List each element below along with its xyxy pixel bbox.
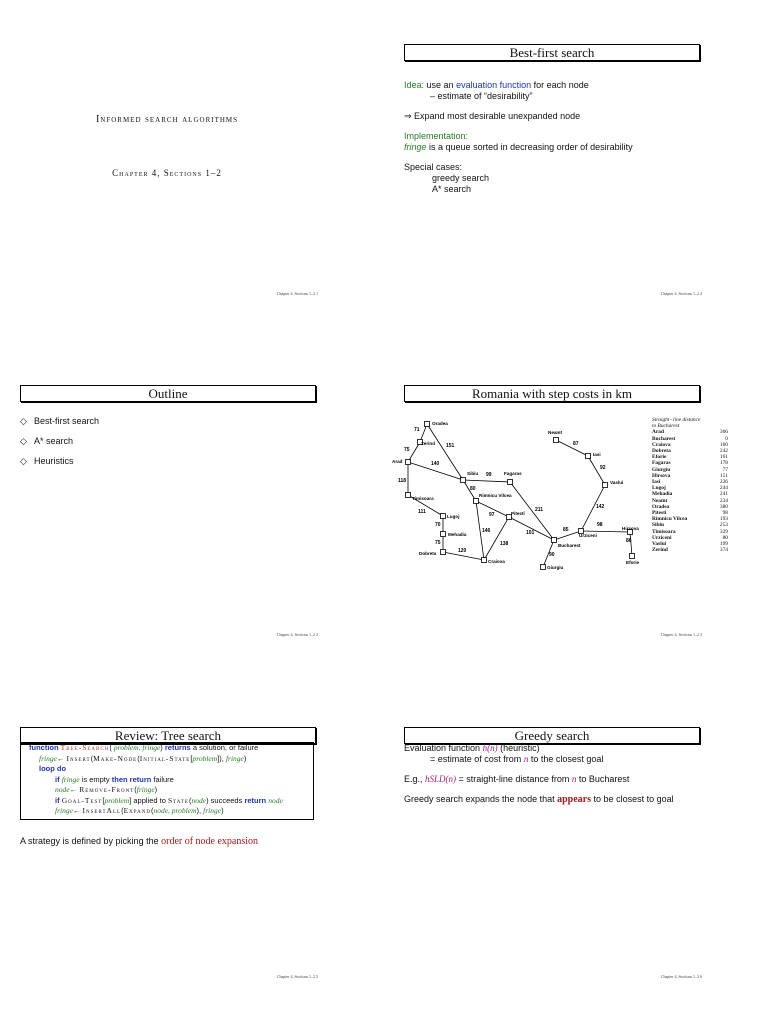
sld-distance: 193 xyxy=(719,516,728,523)
slide-body xyxy=(404,743,724,814)
sld-distance: 161 xyxy=(719,454,728,461)
city-label: Rimnicu Vilcea xyxy=(479,493,512,498)
city-label: Pitesti xyxy=(511,511,525,516)
cost-label: 86 xyxy=(626,538,632,544)
sld-distance: 234 xyxy=(719,497,728,504)
sld-distance: 366 xyxy=(719,429,728,436)
city-label: Vaslui xyxy=(610,480,624,485)
greedy-line: Greedy search expands the node that appears to be closest to goal xyxy=(404,794,674,805)
slide-outline xyxy=(0,341,384,682)
sld-distance: 241 xyxy=(719,491,728,498)
sld-city: Eforie xyxy=(652,454,667,461)
city-label: Hirsova xyxy=(622,526,639,531)
cost-label: 118 xyxy=(398,478,407,484)
code-line: fringe← InsertAll(Expand(node, problem), fringe) xyxy=(55,806,224,815)
slide-tree-search xyxy=(0,683,384,1024)
sld-distance: 253 xyxy=(719,522,728,529)
sld-distance: 178 xyxy=(719,460,728,467)
slide-greedy xyxy=(384,683,768,1024)
sld-distance: 160 xyxy=(719,441,728,448)
city-label: Timisoara xyxy=(412,496,434,501)
diamond-icon: ◇ xyxy=(20,416,27,426)
deck-subtitle: Chapter 4, Sections 1–2 xyxy=(112,168,222,178)
implementation: Implementation: fringe is a queue sorted in decreasing order of desirability xyxy=(404,131,633,152)
city-label: Oradea xyxy=(432,421,448,426)
slide-footer: Chapter 4, Sections 1–2 6 xyxy=(660,974,702,979)
expand-line: ⇒ Expand most desirable unexpanded node xyxy=(404,111,581,121)
slide-heading: Best-first search xyxy=(404,44,700,61)
example-line: E.g., hSLD(n) = straight-line distance from n to Bucharest xyxy=(404,774,630,784)
sld-city: Fagaras xyxy=(652,460,671,467)
cost-label: 111 xyxy=(418,509,426,515)
sld-city: Arad xyxy=(652,429,664,436)
city-label: Sibiu xyxy=(467,471,479,476)
city-label: Bucharest xyxy=(558,543,581,548)
code-line: function Tree-Search( problem, fringe) returns a solution, or failure xyxy=(29,743,259,752)
sld-city: Oradea xyxy=(652,503,670,510)
list-item: ◇ Heuristics xyxy=(20,451,99,471)
sld-city: Neamt xyxy=(652,497,668,504)
sld-city: Vaslui xyxy=(652,541,667,548)
cost-label: 75 xyxy=(435,540,441,546)
code-line: if fringe is empty then return failure xyxy=(55,774,174,784)
city-label: Giurgiu xyxy=(547,565,564,570)
slide-heading: Review: Tree search xyxy=(20,727,316,744)
cost-label: 120 xyxy=(458,548,467,554)
slide-footer: Chapter 4, Sections 1–2 2 xyxy=(276,632,318,637)
sld-city: Timisoara xyxy=(652,528,676,535)
slide-romania xyxy=(384,341,768,682)
deck-title: Informed search algorithms xyxy=(95,114,239,125)
slide-heading: Outline xyxy=(20,385,316,402)
code-line: if Goal-Test[problem] applied to State(node) succeeds return node xyxy=(55,795,283,805)
cost-label: 75 xyxy=(404,447,410,453)
sld-city: Dobreta xyxy=(652,448,671,455)
city-label: Neamt xyxy=(548,430,563,435)
eval-line: Evaluation function h(n) (heuristic) = estimate of cost from n to the closest goal xyxy=(404,743,604,764)
sld-city: Mehadia xyxy=(652,491,673,498)
code-line: node← Remove-Front(fringe) xyxy=(55,785,158,794)
cost-label: 87 xyxy=(573,441,579,447)
sld-distance: 98 xyxy=(722,510,728,517)
sld-city: Lugoj xyxy=(652,485,666,492)
slide-heading: Romania with step costs in km xyxy=(404,385,700,402)
city-label: Iasi xyxy=(593,452,601,457)
sld-city: Giurgiu xyxy=(652,466,671,473)
sld-row xyxy=(652,547,728,553)
sld-distance: 242 xyxy=(719,448,728,455)
city-label: Dobreta xyxy=(419,551,437,556)
slide-footer: Chapter 4, Sections 1–2 4 xyxy=(660,291,702,296)
slide-heading: Greedy search xyxy=(404,727,700,744)
sld-distance: 0 xyxy=(725,435,728,442)
cost-label: 85 xyxy=(563,527,569,533)
sld-distance: 80 xyxy=(722,534,728,541)
slide-title xyxy=(0,0,384,341)
cost-label: 80 xyxy=(470,486,476,492)
cost-label: 101 xyxy=(526,530,535,536)
outline-list xyxy=(20,411,99,471)
cost-label: 142 xyxy=(596,504,605,510)
diamond-icon: ◇ xyxy=(20,436,27,446)
sld-city: Iasi xyxy=(652,479,661,486)
list-item: ◇ Best-first search xyxy=(20,411,99,431)
sld-city: Pitesti xyxy=(652,510,667,517)
slide-footer: Chapter 4, Sections 1–2 5 xyxy=(276,974,318,979)
sld-city: Rimnicu Vilcea xyxy=(652,516,688,523)
city-label: Craiova xyxy=(488,559,505,564)
city-label: Fagaras xyxy=(504,471,522,476)
cost-label: 97 xyxy=(489,512,495,518)
cost-label: 99 xyxy=(486,472,492,478)
straight-line-table: Straight−line distance to Bucharest Arad 366 Bucharest 0 Craiova 160 Dobreta 242 Eforie 161 Fagaras 178 Giurgiu 77 Hirsova 151 Iasi 226 Lugoj 244 Mehadia 241 Neamt 234 Oradea 380 Pitesti 98 Rimnicu Vilcea 193 Sibiu 253 Timisoara 329 Urziceni 80 Vaslui 199 Zerind 374 xyxy=(652,417,728,554)
sld-city: Bucharest xyxy=(652,435,676,442)
code-line: fringe← Insert(Make-Node(Initial-State[problem]), fringe) xyxy=(39,753,247,763)
city-label: Arad xyxy=(392,459,403,464)
city-label: Eforie xyxy=(626,560,640,565)
special-cases: Special cases: greedy search A* search xyxy=(404,162,490,194)
diamond-icon: ◇ xyxy=(20,456,27,466)
sld-city: Craiova xyxy=(652,441,671,448)
city-label: Urziceni xyxy=(579,533,597,538)
cost-label: 98 xyxy=(597,522,603,528)
sld-distance: 374 xyxy=(719,547,728,554)
sld-city: Hirsova xyxy=(652,472,671,479)
cost-label: 71 xyxy=(414,427,420,433)
sld-distance: 380 xyxy=(719,503,728,510)
slide-body xyxy=(404,80,724,204)
sld-city: Sibiu xyxy=(652,522,664,529)
cost-label: 146 xyxy=(482,528,491,534)
cost-label: 140 xyxy=(431,461,440,467)
sld-distance: 151 xyxy=(719,472,728,479)
code-line: loop do xyxy=(39,764,67,773)
city-label: Mehadia xyxy=(448,532,467,537)
idea-line: Idea: use an evaluation function for each node – estimate of “desirability” xyxy=(404,80,589,101)
sld-city: Urziceni xyxy=(652,534,672,541)
cost-label: 92 xyxy=(600,465,606,471)
sld-city: Zerind xyxy=(652,547,668,554)
sld-distance: 329 xyxy=(719,528,728,535)
slide-footer: Chapter 4, Sections 1–2 3 xyxy=(660,632,702,637)
list-item: ◇ A* search xyxy=(20,431,99,451)
sld-rows xyxy=(652,429,728,553)
cost-label: 151 xyxy=(446,443,455,449)
strategy-line: A strategy is defined by picking the order of node expansion xyxy=(20,836,259,847)
cost-label: 138 xyxy=(500,541,509,547)
city-label: Lugoj xyxy=(447,514,460,519)
slide-footer: Chapter 4, Sections 1–2 1 xyxy=(276,291,318,296)
city-label: Zerind xyxy=(421,441,436,446)
cost-label: 211 xyxy=(535,507,544,513)
pseudocode-box xyxy=(20,742,314,820)
cost-label: 70 xyxy=(435,522,441,528)
sld-distance: 244 xyxy=(719,485,728,492)
sld-distance: 77 xyxy=(722,466,728,473)
slide-best-first xyxy=(384,0,768,341)
cost-label: 90 xyxy=(549,552,555,558)
sld-distance: 199 xyxy=(719,541,728,548)
sld-distance: 226 xyxy=(719,479,728,486)
